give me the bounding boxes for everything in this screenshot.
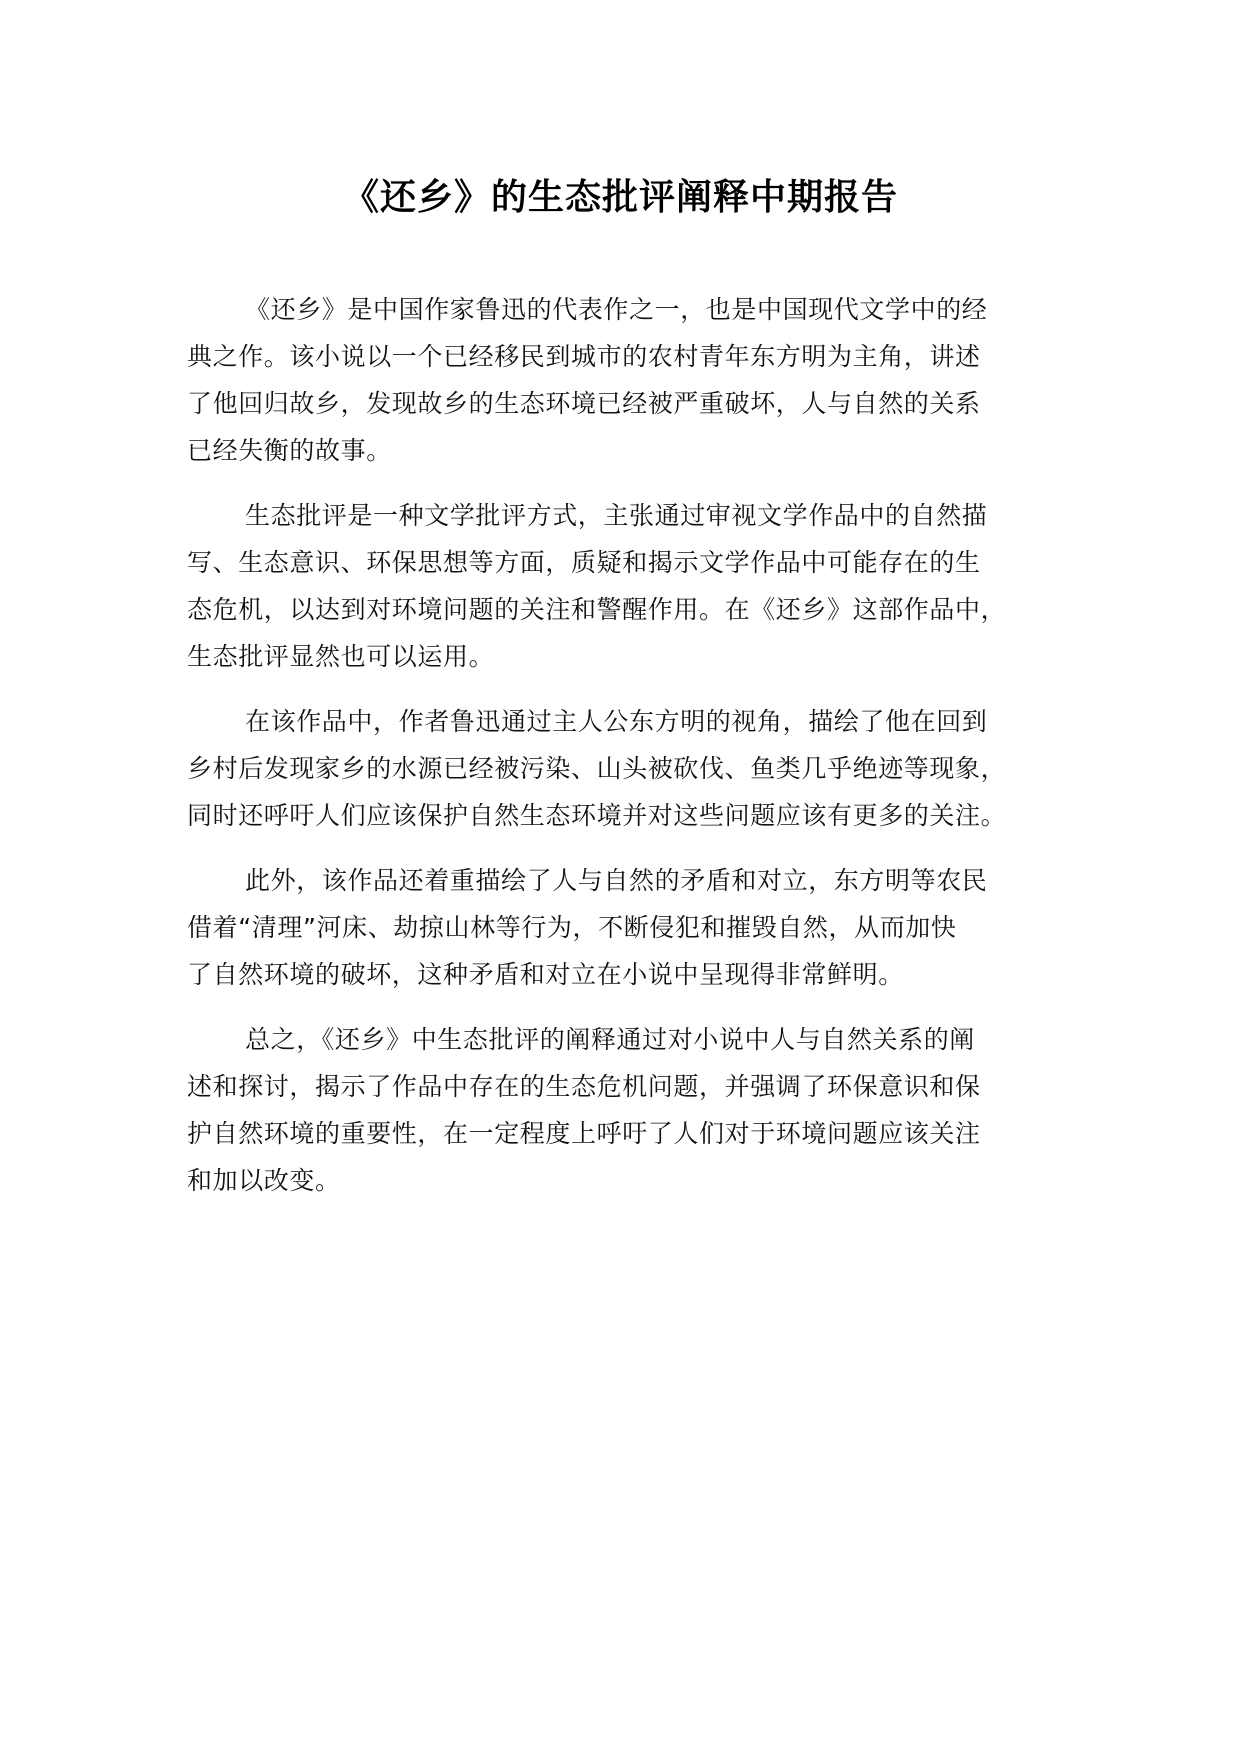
document-body [187, 286, 1077, 1222]
text-line: 和加以改变。 [187, 1166, 341, 1195]
text-line: 已经失衡的故事。 [187, 436, 392, 465]
paragraph-1 [187, 286, 1077, 474]
text-line: 典之作。该小说以一个已经移民到城市的农村青年东方明为主角，讲述 [187, 342, 981, 371]
document-title: 《还乡》的生态批评阐释中期报告 [342, 177, 898, 218]
text-line: 写、生态意识、环保思想等方面，质疑和揭示文学作品中可能存在的生 [187, 548, 981, 577]
paragraph-5 [187, 1016, 1077, 1204]
text-line: 总之，《还乡》中生态批评的阐释通过对小说中人与自然关系的阐 [245, 1025, 975, 1054]
text-line: 《还乡》是中国作家鲁迅的代表作之一，也是中国现代文学中的经 [245, 295, 988, 324]
paragraph-3 [187, 698, 1077, 839]
paragraph-4 [187, 857, 1077, 998]
text-line: 态危机，以达到对环境问题的关注和警醒作用。在《还乡》这部作品中， [187, 595, 1007, 624]
text-line: 在该作品中，作者鲁迅通过主人公东方明的视角，描绘了他在回到 [245, 707, 988, 736]
text-line: 述和探讨，揭示了作品中存在的生态危机问题，并强调了环保意识和保 [187, 1072, 981, 1101]
text-line: 生态批评显然也可以运用。 [187, 642, 495, 671]
text-line: 此外，该作品还着重描绘了人与自然的矛盾和对立，东方明等农民 [245, 866, 988, 895]
text-line: 了自然环境的破坏，这种矛盾和对立在小说中呈现得非常鲜明。 [187, 960, 904, 989]
text-line: 了他回归故乡，发现故乡的生态环境已经被严重破坏，人与自然的关系 [187, 389, 981, 418]
text-line: 生态批评是一种文学批评方式，主张通过审视文学作品中的自然描 [245, 501, 988, 530]
text-line: 乡村后发现家乡的水源已经被污染、山头被砍伐、鱼类几乎绝迹等现象， [187, 754, 1007, 783]
text-line: 护自然环境的重要性，在一定程度上呼吁了人们对于环境问题应该关注 [187, 1119, 981, 1148]
text-line: 借着“清理”河床、劫掠山林等行为，不断侵犯和摧毁自然，从而加快 [187, 913, 957, 942]
paragraph-2 [187, 492, 1077, 680]
text-line: 同时还呼吁人们应该保护自然生态环境并对这些问题应该有更多的关注。 [187, 801, 1007, 830]
